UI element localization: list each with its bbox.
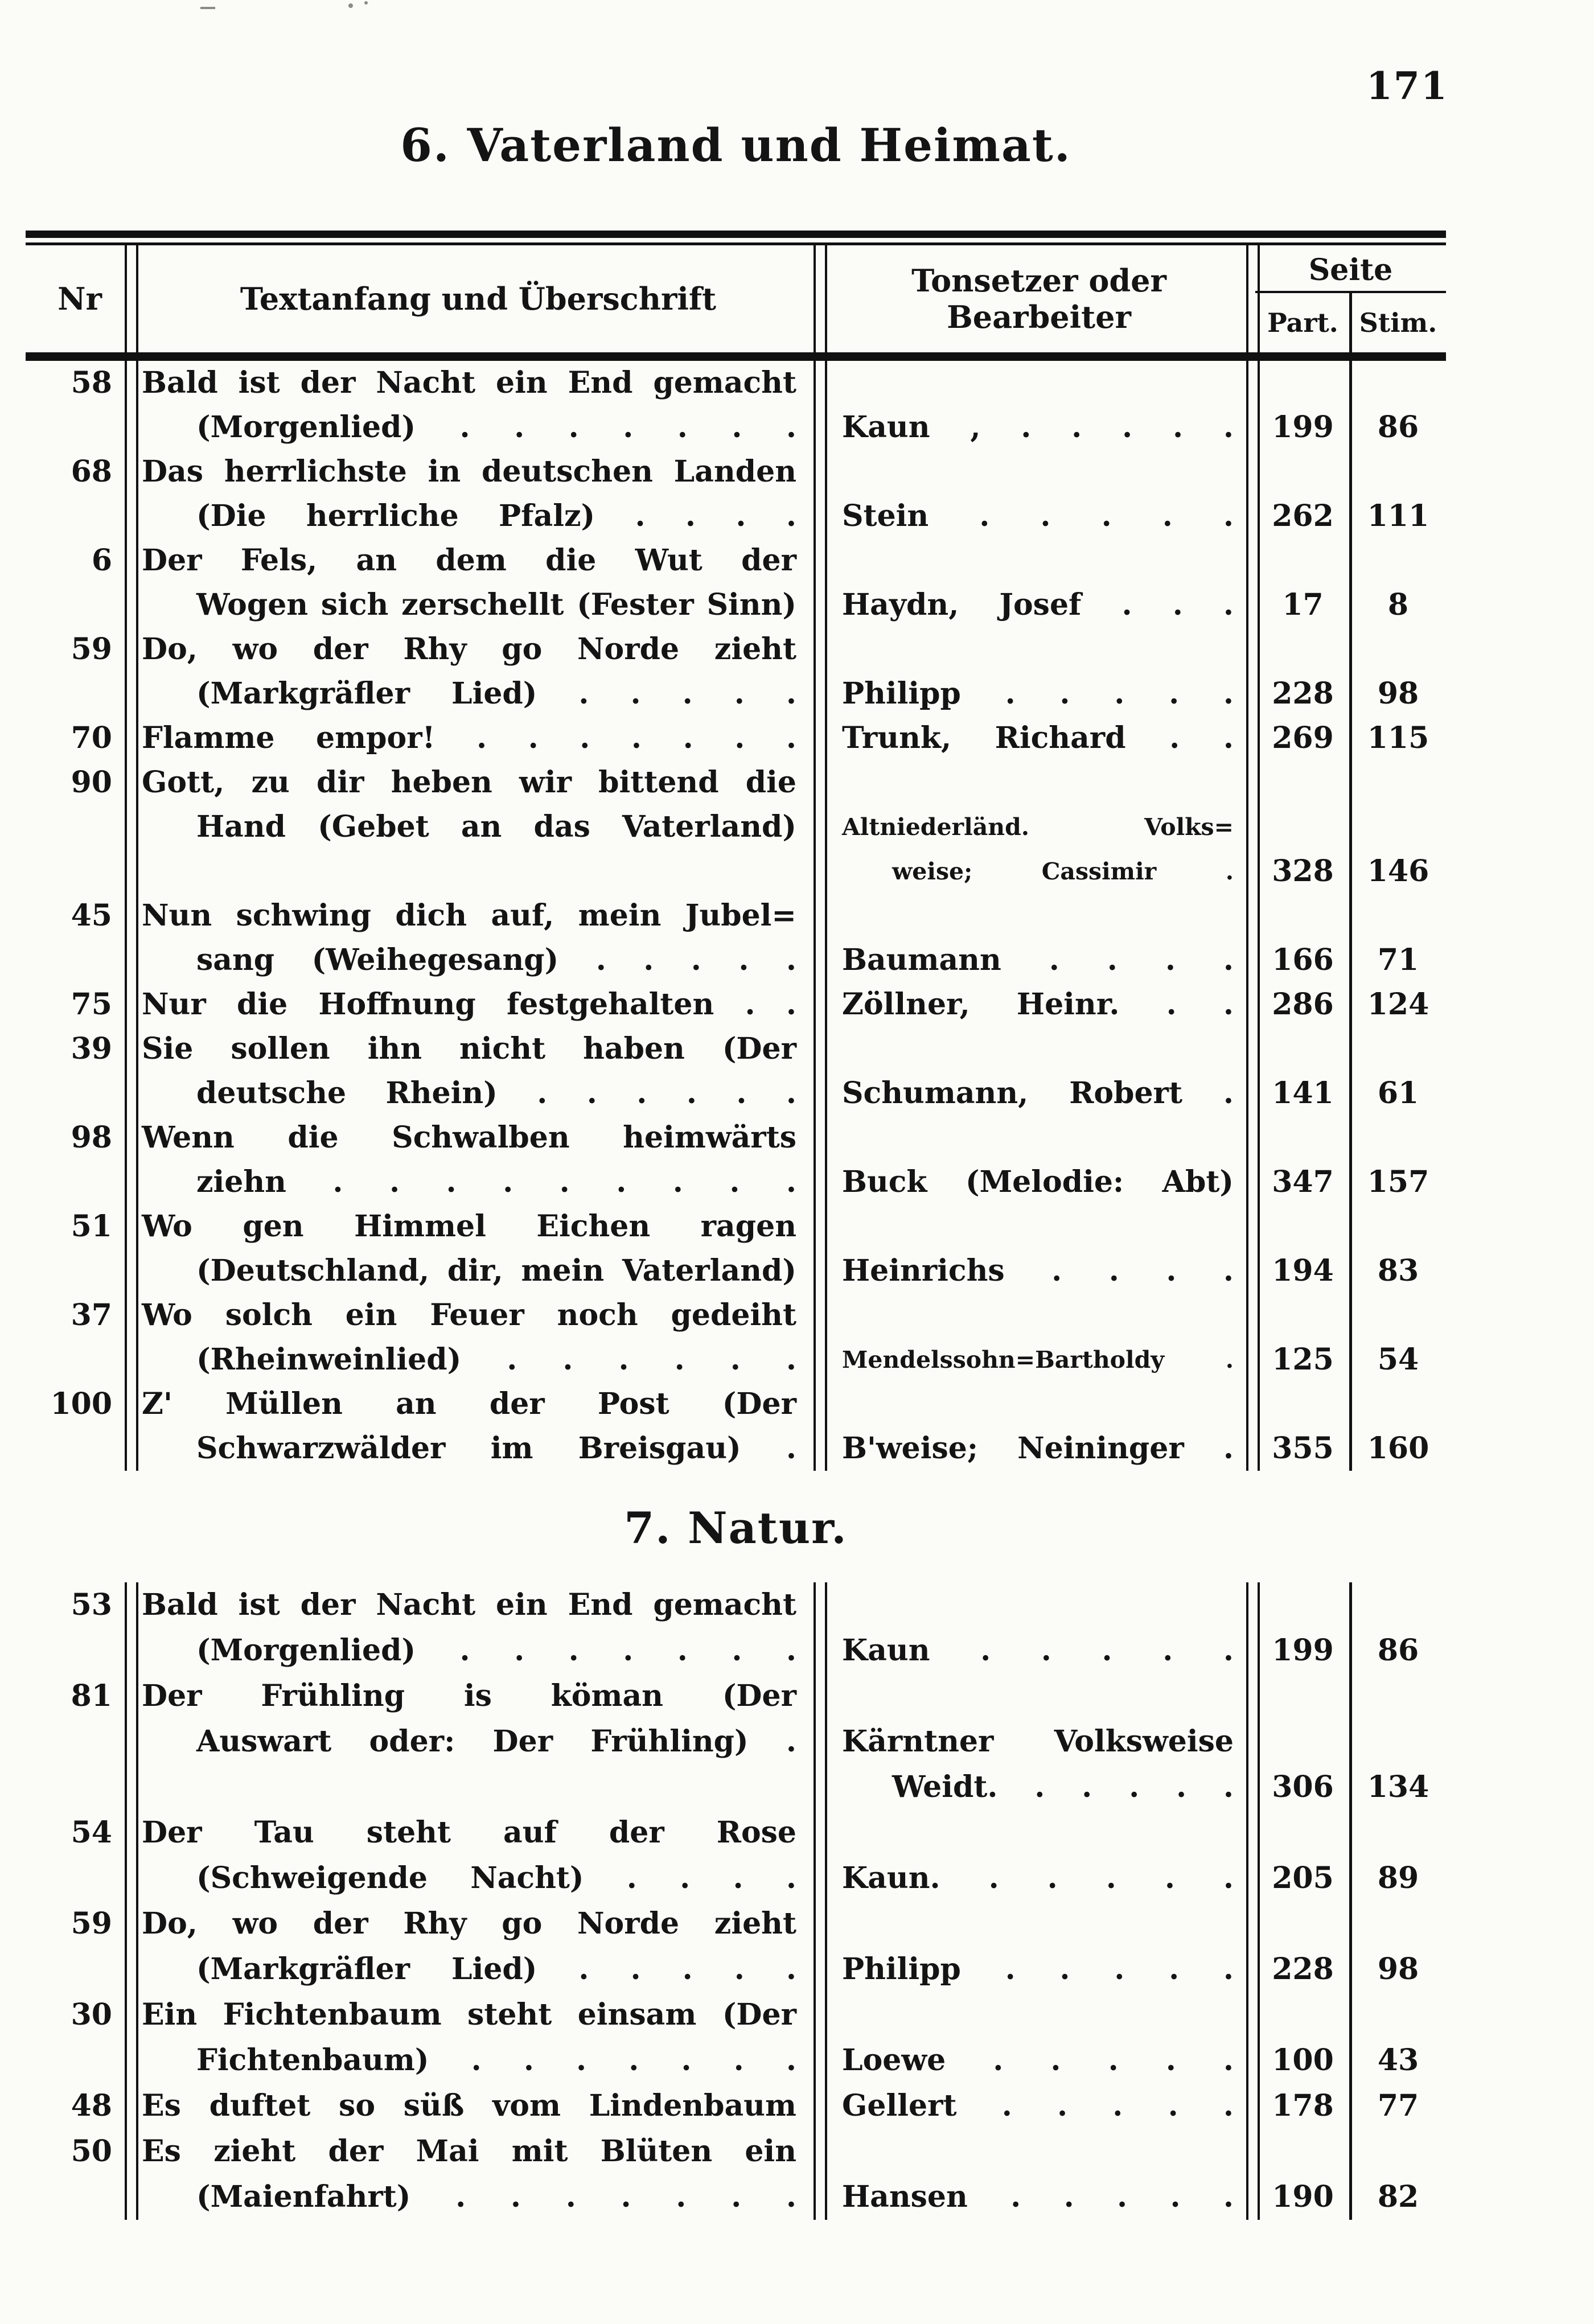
song-text-line: (Morgenlied) . . . . . . . [196,410,796,445]
composer-line: B'weise; Neininger . [842,1431,1234,1466]
song-text-cell [134,2083,823,2129]
column-header-stim: Stim. [1359,307,1437,338]
song-text-cell [134,1027,823,1116]
composer-cell [823,361,1255,450]
song-number: 59 [71,1906,112,1941]
table-row [26,627,1446,716]
part-page-cell [1255,1116,1350,1204]
stim-page: 98 [1377,1952,1419,1986]
song-text-cell [134,760,823,894]
composer-cell [823,716,1255,760]
table-row [26,538,1446,627]
part-page-cell [1255,894,1350,982]
composer-cell [823,538,1255,627]
song-number: 48 [71,2088,112,2123]
column-divider [125,245,138,1471]
stim-page-cell [1350,1116,1446,1204]
part-page: 199 [1272,1633,1334,1668]
composer-line: Loewe . . . . . [842,2043,1234,2078]
stim-page-cell [1350,2083,1446,2129]
column-header-nr: Nr [57,281,102,317]
column-divider [814,1582,827,2220]
composer-cell [823,2129,1255,2220]
song-number-cell [26,1293,134,1382]
song-text-line: (Rheinweinlied) . . . . . . [196,1342,796,1377]
song-text-line: ziehn . . . . . . . . . [196,1165,796,1199]
table-row [26,1582,1446,1673]
song-text-line: Do, wo der Rhy go Norde zieht [142,1906,796,1941]
composer-line: Mendelssohn=Bartholdy . [842,1346,1234,1373]
section-title-natur: 7. Natur. [624,1503,848,1553]
stim-page-cell [1350,2129,1446,2220]
song-text-cell [134,2129,823,2220]
stim-page: 157 [1367,1165,1429,1199]
song-text-line: Flamme empor! . . . . . . . [142,721,796,755]
song-text-line: Es duftet so süß vom Lindenbaum [142,2088,796,2123]
song-number: 100 [50,1387,112,1421]
stim-page: 86 [1377,1633,1419,1668]
table-header-rule [26,352,1446,361]
stim-page-cell [1350,760,1446,894]
song-text-line: Z' Müllen an der Post (Der [142,1387,796,1421]
part-page: 205 [1272,1861,1334,1895]
table-row [26,1027,1446,1116]
stim-page: 86 [1377,410,1419,445]
song-number: 58 [71,365,112,400]
composer-cell [823,760,1255,894]
song-text-line: Das herrlichste in deutschen Landen [142,454,796,489]
part-page: 190 [1272,2179,1334,2214]
song-number: 54 [71,1815,112,1850]
part-page-cell [1255,1992,1350,2083]
composer-line: Baumann . . . . [842,943,1234,977]
song-text-cell [134,450,823,538]
part-page: 355 [1272,1431,1334,1466]
song-number: 37 [71,1298,112,1332]
section-title-vaterland: 6. Vaterland und Heimat. [400,118,1071,172]
song-text-cell [134,1673,823,1810]
song-text-line: sang (Weihegesang) . . . . . [196,943,796,977]
song-number: 51 [71,1209,112,1244]
part-page-cell [1255,1810,1350,1901]
column-header-text: Textanfang und Überschrift [240,281,717,317]
table-row [26,450,1446,538]
song-number: 45 [71,898,112,933]
table-row [26,1673,1446,1810]
stim-page-cell [1350,1673,1446,1810]
stim-page-cell [1350,1204,1446,1293]
song-text-line: deutsche Rhein) . . . . . . [196,1076,796,1110]
song-text-cell [134,1992,823,2083]
song-text-line: Ein Fichtenbaum steht einsam (Der [142,1997,796,2032]
composer-cell [823,1382,1255,1471]
song-text-line: Nun schwing dich auf, mein Jubel= [142,898,796,933]
column-divider [125,1582,138,2220]
song-text-cell [134,1810,823,1901]
part-page-cell [1255,1027,1350,1116]
song-number-cell [26,538,134,627]
song-text-cell [134,1382,823,1471]
composer-line: Kaun , . . . . . [842,410,1234,445]
song-text-line: Wenn die Schwalben heimwärts [142,1120,796,1155]
table-row [26,1293,1446,1382]
stim-page-cell [1350,1901,1446,1992]
song-number-cell [26,760,134,894]
song-text-line: Wo solch ein Feuer noch gedeiht [142,1298,796,1332]
song-text-line: Auswart oder: Der Frühling) . [196,1724,796,1759]
stim-page-cell [1350,538,1446,627]
composer-line: Heinrichs . . . . [842,1253,1234,1288]
part-page-cell [1255,1382,1350,1471]
scan-speck [348,3,353,8]
song-text-cell [134,1582,823,1673]
song-number: 68 [71,454,112,489]
song-text-line: Do, wo der Rhy go Norde zieht [142,632,796,667]
stim-page-cell [1350,1027,1446,1116]
song-table-natur [26,1582,1446,2220]
page-number: 171 [1366,64,1448,108]
composer-line: Gellert . . . . . [842,2088,1234,2123]
song-number-cell [26,1382,134,1471]
song-text-line: (Schweigende Nacht) . . . . [196,1861,796,1895]
composer-cell [823,1673,1255,1810]
song-text-cell [134,716,823,760]
stim-page: 82 [1377,2179,1419,2214]
song-text-line: (Deutschland, dir, mein Vaterland) [196,1253,796,1288]
stim-page-cell [1350,716,1446,760]
song-text-line: Hand (Gebet an das Vaterland) [196,809,796,844]
song-text-cell [134,1293,823,1382]
composer-cell [823,2083,1255,2129]
table-row [26,1810,1446,1901]
part-page: 228 [1272,676,1334,711]
song-text-line: Der Fels, an dem die Wut der [142,543,796,578]
song-text-line: Bald ist der Nacht ein End gemacht [142,365,796,400]
song-text-line: (Morgenlied) . . . . . . . [196,1633,796,1668]
song-text-line: (Maienfahrt) . . . . . . . [196,2179,796,2214]
composer-line: Trunk, Richard . . [842,721,1234,755]
song-table-vaterland [26,231,1446,1471]
stim-page: 134 [1367,1770,1429,1804]
part-page: 347 [1272,1165,1334,1199]
song-number-cell [26,716,134,760]
stim-page-cell [1350,1582,1446,1673]
song-number-cell [26,1810,134,1901]
stim-page: 61 [1377,1076,1419,1110]
part-stim-divider [1349,1582,1352,2220]
song-number: 75 [71,987,112,1022]
part-page: 178 [1272,2088,1334,2123]
composer-line: Weidt. . . . . . [892,1770,1234,1804]
stim-page: 111 [1367,499,1429,533]
song-text-cell [134,1901,823,1992]
part-page-cell [1255,760,1350,894]
composer-cell [823,1204,1255,1293]
song-text-cell [134,1116,823,1204]
song-number: 53 [71,1587,112,1622]
composer-line: Haydn, Josef . . . [842,587,1234,622]
song-text-line: (Markgräfler Lied) . . . . . [196,1952,796,1986]
song-text-line: Bald ist der Nacht ein End gemacht [142,1587,796,1622]
stim-page: 115 [1367,721,1429,755]
table-header [26,245,1446,352]
stim-page: 160 [1367,1431,1429,1466]
part-page: 141 [1272,1076,1334,1110]
song-text-line: Wo gen Himmel Eichen ragen [142,1209,796,1244]
column-divider [1246,1582,1260,2220]
part-page: 166 [1272,943,1334,977]
stim-page-cell [1350,1810,1446,1901]
stim-page-cell [1350,894,1446,982]
stim-page-cell [1350,982,1446,1027]
table-body [26,1582,1446,2220]
song-text-line: Der Frühling is köman (Der [142,1679,796,1713]
part-page: 328 [1272,854,1334,889]
composer-line: Schumann, Robert . [842,1076,1234,1110]
composer-cell [823,1992,1255,2083]
seite-label: Seite [1308,253,1393,287]
stim-page: 124 [1367,987,1429,1022]
song-number-cell [26,1116,134,1204]
song-text-cell [134,627,823,716]
song-text-line: Fichtenbaum) . . . . . . . [196,2043,796,2078]
table-row [26,1992,1446,2083]
part-page: 262 [1272,499,1334,533]
song-text-line: Gott, zu dir heben wir bittend die [142,765,796,800]
table-top-rule [26,231,1446,245]
stim-page: 8 [1387,587,1409,622]
part-page-cell [1255,627,1350,716]
composer-cell [823,1116,1255,1204]
song-number-cell [26,1582,134,1673]
composer-line: Kärntner Volksweise [842,1724,1234,1759]
song-number-cell [26,982,134,1027]
song-text-cell [134,894,823,982]
table-row [26,361,1446,450]
song-text-cell [134,1204,823,1293]
table-row [26,2129,1446,2220]
column-divider [1246,245,1260,1471]
song-text-line: Sie sollen ihn nicht haben (Der [142,1031,796,1066]
song-number-cell [26,361,134,450]
part-stim-divider [1349,293,1352,1471]
song-number-cell [26,894,134,982]
part-page: 125 [1272,1342,1334,1377]
part-page-cell [1255,716,1350,760]
stim-page: 71 [1377,943,1419,977]
part-page-cell [1255,1673,1350,1810]
column-header-part: Part. [1267,307,1338,338]
part-page-cell [1255,450,1350,538]
stim-page-cell [1350,450,1446,538]
part-page-cell [1255,2129,1350,2220]
composer-cell [823,1901,1255,1992]
part-page: 194 [1272,1253,1334,1288]
part-page-cell [1255,2083,1350,2129]
table-row [26,760,1446,894]
composer-line: Stein . . . . . [842,499,1234,533]
part-page: 100 [1272,2043,1334,2078]
part-page-cell [1255,1293,1350,1382]
stim-page-cell [1350,1992,1446,2083]
column-header-composer: Tonsetzer oder Bearbeiter [911,262,1166,335]
song-text-line: (Markgräfler Lied) . . . . . [196,676,796,711]
composer-cell [823,1027,1255,1116]
composer-line: Kaun. . . . . . [842,1861,1234,1895]
composer-line: Hansen . . . . . [842,2179,1234,2214]
song-text-cell [134,538,823,627]
song-number-cell [26,1027,134,1116]
table-row [26,2083,1446,2129]
composer-line: Philipp . . . . . [842,676,1234,711]
song-text-line: Nur die Hoffnung festgehalten . . [142,987,796,1022]
stim-page-cell [1350,627,1446,716]
composer-line: Altniederländ. Volks= [842,813,1234,841]
composer-line: Buck (Melodie: Abt) [842,1165,1234,1199]
stim-page: 77 [1377,2088,1419,2123]
part-page: 306 [1272,1770,1334,1804]
composer-line: Zöllner, Heinr. . . [842,987,1234,1022]
song-number: 30 [71,1997,112,2032]
table-row [26,1901,1446,1992]
table-row [26,1382,1446,1471]
stim-page-cell [1350,1293,1446,1382]
stim-page: 146 [1367,854,1429,889]
scan-speck [364,1,368,5]
stim-page: 43 [1377,2043,1419,2078]
composer-cell [823,1582,1255,1673]
part-page: 228 [1272,1952,1334,1986]
stim-page: 89 [1377,1861,1419,1895]
song-text-line: Schwarzwälder im Breisgau) . [196,1431,796,1466]
table-row [26,982,1446,1027]
part-page: 269 [1272,721,1334,755]
song-number-cell [26,450,134,538]
part-page: 286 [1272,987,1334,1022]
song-number-cell [26,2129,134,2220]
song-number-cell [26,627,134,716]
part-page-cell [1255,1582,1350,1673]
song-number-cell [26,1901,134,1992]
song-number: 81 [71,1679,112,1713]
part-page-cell [1255,982,1350,1027]
stim-page: 98 [1377,676,1419,711]
column-divider [814,245,827,1471]
table-row [26,894,1446,982]
composer-line: Kaun . . . . . [842,1633,1234,1668]
composer-line: Philipp . . . . . [842,1952,1234,1986]
table-row [26,716,1446,760]
part-page-cell [1255,361,1350,450]
song-number: 90 [71,765,112,800]
song-text-line: (Die herrliche Pfalz) . . . . [196,499,796,533]
part-page-cell [1255,1204,1350,1293]
part-page-cell [1255,1901,1350,1992]
song-text-line: Es zieht der Mai mit Blüten ein [142,2134,796,2169]
stim-page-cell [1350,1382,1446,1471]
composer-cell [823,627,1255,716]
table-body [26,361,1446,1471]
song-number: 70 [71,721,112,755]
part-page: 17 [1282,587,1324,622]
song-number-cell [26,1992,134,2083]
song-text-line: Der Tau steht auf der Rose [142,1815,796,1850]
stim-page: 54 [1377,1342,1419,1377]
song-text-line: Wogen sich zerschellt (Fester Sinn) [196,587,796,622]
table-row [26,1116,1446,1204]
composer-line: weise; Cassimir . [892,858,1234,885]
song-text-cell [134,361,823,450]
song-number: 6 [91,543,112,578]
song-text-cell [134,982,823,1027]
composer-cell [823,982,1255,1027]
composer-cell [823,450,1255,538]
song-number-cell [26,1204,134,1293]
part-page: 199 [1272,410,1334,445]
composer-cell [823,1810,1255,1901]
song-number: 39 [71,1031,112,1066]
song-number: 98 [71,1120,112,1155]
stim-page: 83 [1377,1253,1419,1288]
composer-cell [823,1293,1255,1382]
song-number: 50 [71,2134,112,2169]
composer-cell [823,894,1255,982]
part-page-cell [1255,538,1350,627]
table-row [26,1204,1446,1293]
song-number: 59 [71,632,112,667]
song-number-cell [26,2083,134,2129]
stim-page-cell [1350,361,1446,450]
song-number-cell [26,1673,134,1810]
scan-speck [200,7,215,9]
